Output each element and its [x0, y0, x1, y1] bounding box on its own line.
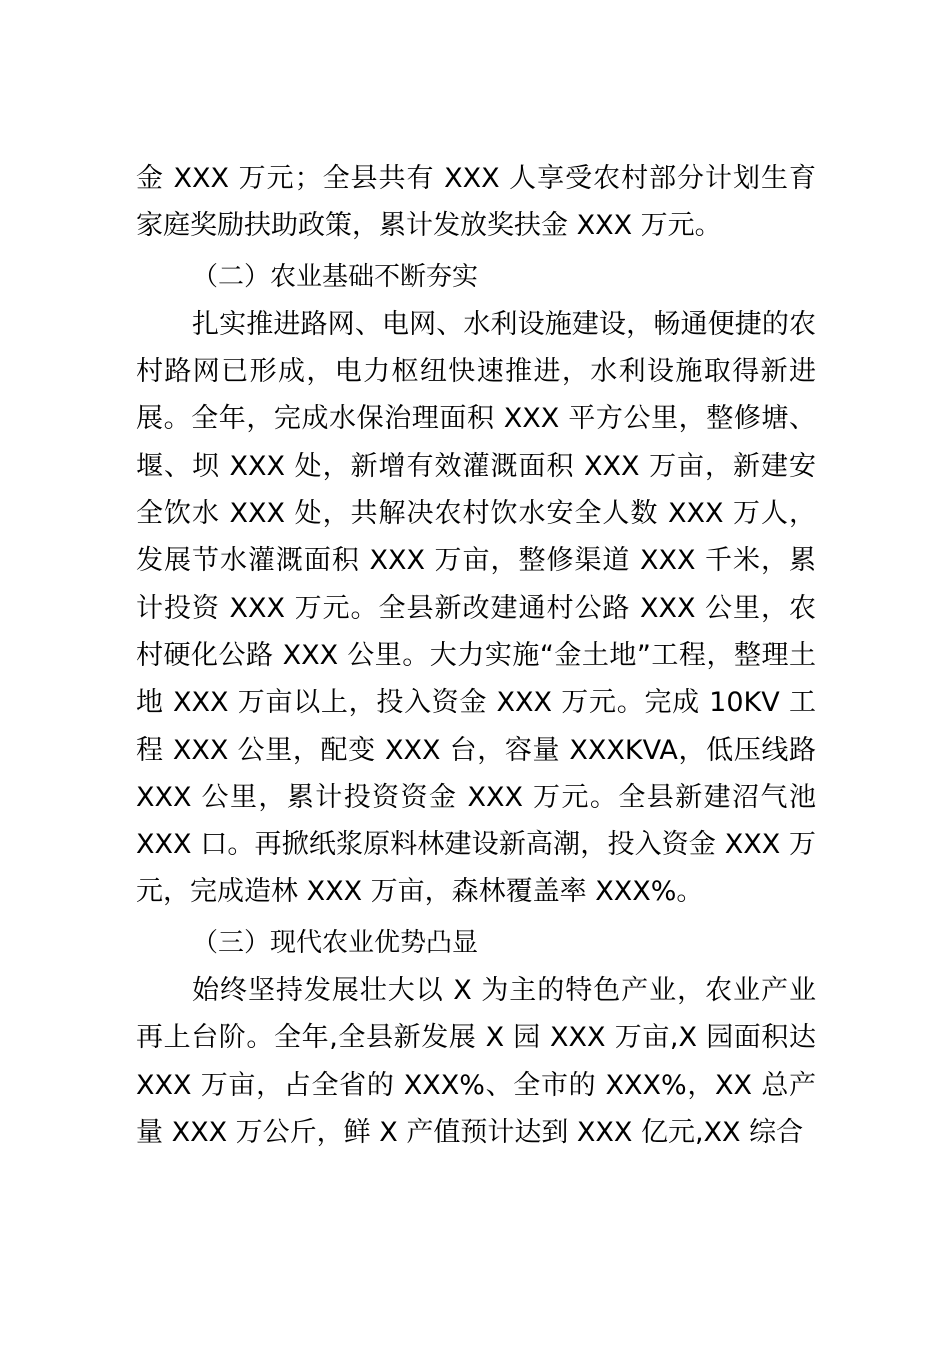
- paragraph-agriculture-foundation: 扎实推进路网、电网、水利设施建设，畅通便捷的农村路网已形成，电力枢纽快速推进，水利设施取得新进展。全年，完成水保治理面积 XXX 平方公里，整修塘、堰、坝 XXX 处，新增有效灌溉面积 XXX 万亩，新建安全饮水 XXX 处，共解决农村饮水安全人数 XXX 万人，发展节水灌溉面积 XXX 万亩，整修渠道 XXX 千米，累计投资 XXX 万元。全县新改建通村公路 XXX 公里，农村硬化公路 XXX 公里。大力实施“金土地”工程，整理土地 XXX 万亩以上，投入资金 XXX 万元。完成 10KV 工程 XXX 公里，配变 XXX 台，容量 XXXKVA，低压线路 XXX 公里，累计投资资金 XXX 万元。全县新建沼气池 XXX 口。再掀纸浆原料林建设新高潮，投入资金 XXX 万元，完成造林 XXX 万亩，森林覆盖率 XXX%。: [136, 308, 816, 908]
- document-body: [136, 155, 816, 1156]
- section-heading-modern-agriculture: （三）现代农业优势凸显: [192, 927, 479, 958]
- section-heading-agriculture-foundation: （二）农业基础不断夯实: [192, 261, 479, 292]
- paragraph-modern-agriculture: 始终坚持发展壮大以 X 为主的特色产业，农业产业再上台阶。全年,全县新发展 X 园 XXX 万亩,X 园面积达 XXX 万亩，占全省的 XXX%、全市的 XXX%，XX 总产量 XXX 万公斤，鲜 X 产值预计达到 XXX 亿元,XX 综合: [136, 975, 816, 1148]
- paragraph-continuation: 金 XXX 万元；全县共有 XXX 人享受农村部分计划生育家庭奖励扶助政策，累计发放奖扶金 XXX 万元。: [136, 163, 816, 242]
